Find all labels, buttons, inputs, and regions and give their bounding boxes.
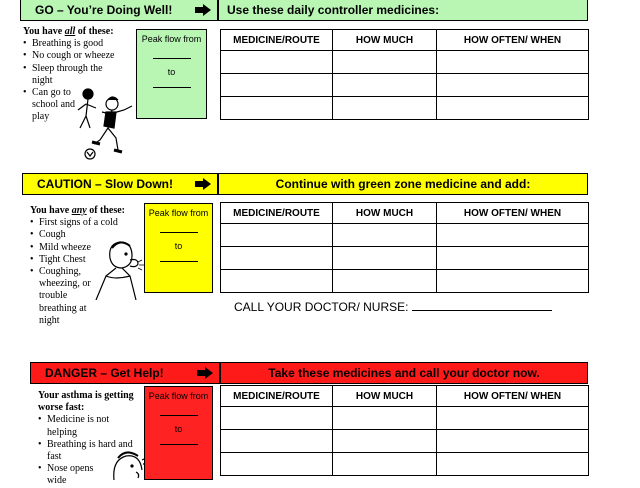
yellow-signs-heading: You have any of these: bbox=[30, 205, 126, 216]
call-doctor-line bbox=[234, 300, 574, 314]
frequency-cell[interactable] bbox=[437, 51, 589, 74]
sign-item: • Nose opens wide bbox=[38, 463, 111, 487]
yellow-instruction-text: Continue with green zone medicine and add: bbox=[275, 177, 531, 191]
green-signs-heading: You have all of these: bbox=[23, 26, 114, 37]
green-instruction-text: Use these daily controller medicines: bbox=[227, 3, 440, 17]
medicine-cell[interactable] bbox=[221, 453, 333, 476]
green-zone-instruction bbox=[218, 0, 588, 21]
medicine-cell[interactable] bbox=[221, 430, 333, 453]
frequency-cell[interactable] bbox=[437, 407, 589, 430]
table-row bbox=[221, 247, 589, 270]
table-row bbox=[221, 51, 589, 74]
right-arrow-icon bbox=[197, 367, 213, 379]
medicine-cell[interactable] bbox=[221, 270, 333, 293]
peak-flow-label: Peak flow from bbox=[148, 391, 209, 401]
table-row bbox=[221, 74, 589, 97]
table-row bbox=[221, 407, 589, 430]
yellow-zone-title: CAUTION – Slow Down! bbox=[37, 177, 173, 191]
red-signs-heading: Your asthma is getting worse fast: bbox=[38, 390, 134, 414]
yellow-zone-instruction bbox=[218, 173, 588, 195]
yellow-zone-label bbox=[22, 173, 218, 195]
medicine-route-header: MEDICINE/ROUTE bbox=[221, 30, 333, 51]
green-zone-title: GO – You’re Doing Well! bbox=[35, 3, 173, 17]
red-zone-instruction bbox=[220, 362, 588, 384]
peak-flow-to: to bbox=[167, 67, 176, 77]
sign-item: • Sleep through the night bbox=[23, 63, 114, 87]
amount-cell[interactable] bbox=[333, 74, 437, 97]
amount-cell[interactable] bbox=[333, 97, 437, 120]
medicine-cell[interactable] bbox=[221, 224, 333, 247]
medicine-route-header: MEDICINE/ROUTE bbox=[221, 386, 333, 407]
child-distressed-illustration bbox=[104, 446, 148, 480]
amount-cell[interactable] bbox=[333, 453, 437, 476]
right-arrow-icon bbox=[195, 4, 211, 16]
medicine-cell[interactable] bbox=[221, 97, 333, 120]
red-zone-title: DANGER – Get Help! bbox=[45, 366, 164, 380]
medicine-cell[interactable] bbox=[221, 51, 333, 74]
how-often-header: HOW OFTEN/ WHEN bbox=[437, 203, 589, 224]
table-row bbox=[221, 430, 589, 453]
sign-item: • Can go to school and play bbox=[23, 87, 78, 124]
sign-item: • Coughing, wheezing, or trouble breathing at night bbox=[30, 266, 97, 327]
medicine-cell[interactable] bbox=[221, 74, 333, 97]
medicine-cell[interactable] bbox=[221, 407, 333, 430]
frequency-cell[interactable] bbox=[437, 453, 589, 476]
sign-item: • Mild wheeze bbox=[30, 242, 140, 254]
table-row bbox=[221, 97, 589, 120]
table-row bbox=[221, 224, 589, 247]
amount-cell[interactable] bbox=[333, 270, 437, 293]
frequency-cell[interactable] bbox=[437, 247, 589, 270]
amount-cell[interactable] bbox=[333, 407, 437, 430]
frequency-cell[interactable] bbox=[437, 270, 589, 293]
amount-cell[interactable] bbox=[333, 247, 437, 270]
frequency-cell[interactable] bbox=[437, 74, 589, 97]
green-peak-flow-box bbox=[136, 29, 207, 119]
medicine-route-header: MEDICINE/ROUTE bbox=[221, 203, 333, 224]
how-much-header: HOW MUCH bbox=[333, 203, 437, 224]
sign-item: • Cough bbox=[30, 229, 140, 241]
medicine-cell[interactable] bbox=[221, 247, 333, 270]
yellow-medicine-table bbox=[220, 202, 589, 293]
sign-item: • No cough or wheeze bbox=[23, 50, 135, 62]
sign-item: • First signs of a cold bbox=[30, 217, 140, 229]
doctor-name-field[interactable] bbox=[412, 310, 552, 311]
children-playing-soccer-illustration bbox=[72, 84, 138, 164]
right-arrow-icon bbox=[195, 178, 211, 190]
red-peak-flow-box bbox=[144, 386, 213, 480]
green-zone-label bbox=[20, 0, 218, 21]
amount-cell[interactable] bbox=[333, 224, 437, 247]
sign-item: • Medicine is not helping bbox=[38, 414, 111, 438]
red-medicine-table bbox=[220, 385, 589, 476]
table-row bbox=[221, 270, 589, 293]
red-zone-label bbox=[30, 362, 220, 384]
sign-item: • Breathing is hard and fast bbox=[38, 439, 142, 463]
green-medicine-table bbox=[220, 29, 589, 120]
frequency-cell[interactable] bbox=[437, 224, 589, 247]
how-much-header: HOW MUCH bbox=[333, 30, 437, 51]
frequency-cell[interactable] bbox=[437, 97, 589, 120]
peak-flow-to: to bbox=[174, 424, 183, 434]
peak-flow-label: Peak flow from bbox=[148, 208, 209, 218]
sign-item: • Breathing is good bbox=[23, 38, 135, 50]
child-coughing-illustration bbox=[92, 236, 146, 300]
yellow-peak-flow-box bbox=[144, 203, 213, 293]
peak-flow-to: to bbox=[174, 241, 183, 251]
call-doctor-label: CALL YOUR DOCTOR/ NURSE: bbox=[234, 300, 409, 314]
how-often-header: HOW OFTEN/ WHEN bbox=[437, 30, 589, 51]
peak-flow-label: Peak flow from bbox=[141, 34, 202, 44]
how-much-header: HOW MUCH bbox=[333, 386, 437, 407]
how-often-header: HOW OFTEN/ WHEN bbox=[437, 386, 589, 407]
table-row bbox=[221, 453, 589, 476]
amount-cell[interactable] bbox=[333, 430, 437, 453]
frequency-cell[interactable] bbox=[437, 430, 589, 453]
red-instruction-text: Take these medicines and call your doctor now. bbox=[268, 366, 540, 380]
sign-item: • Tight Chest bbox=[30, 254, 140, 266]
amount-cell[interactable] bbox=[333, 51, 437, 74]
